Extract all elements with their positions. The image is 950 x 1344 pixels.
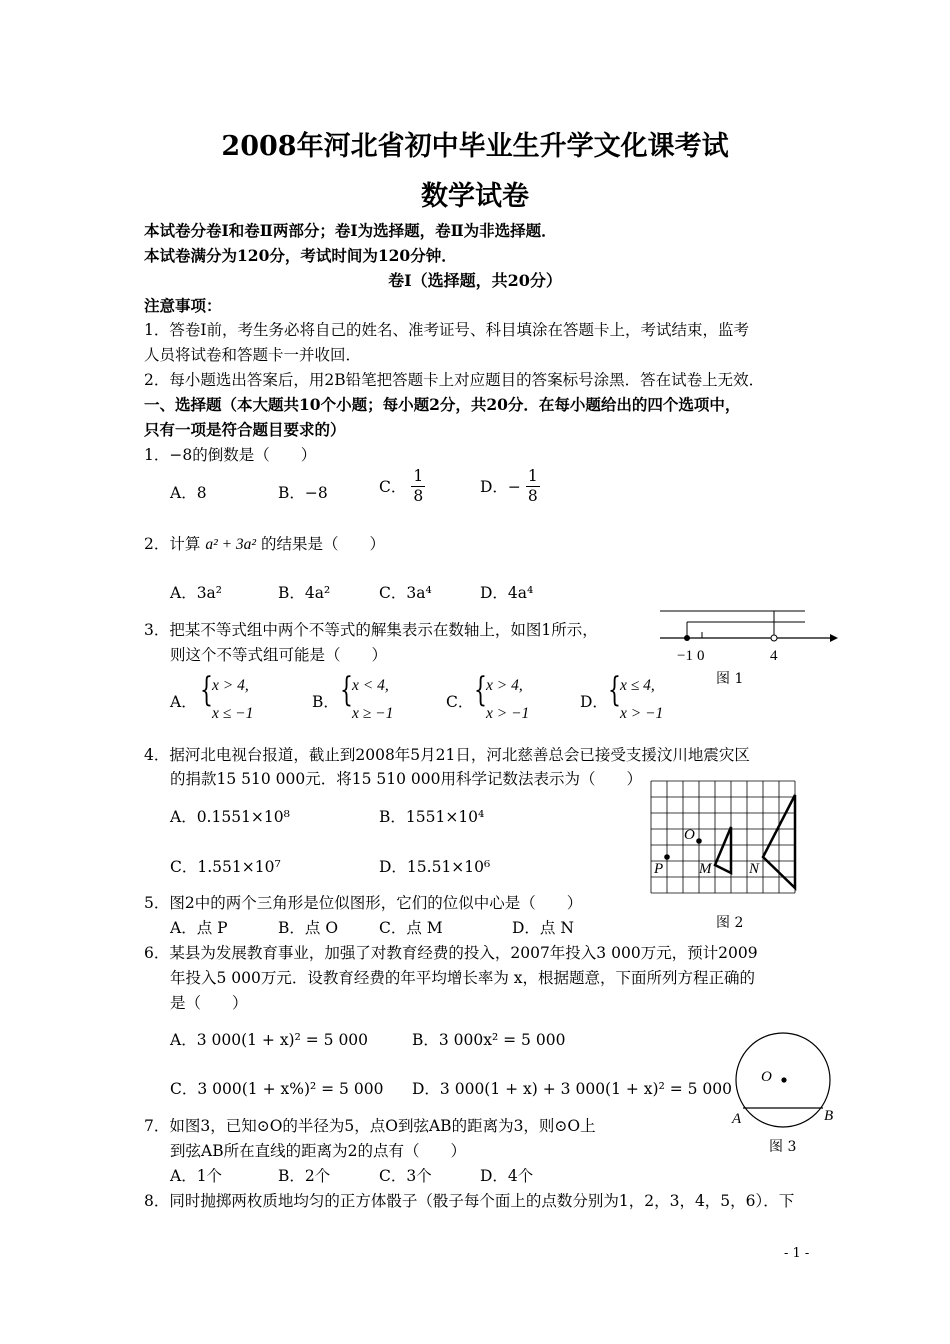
q6-option-a: A．3 000(1 + x)² = 5 000 (170, 1031, 369, 1049)
q4-option-c: C．1.551×10⁷ (170, 858, 281, 876)
tick-label-0: 0 (697, 648, 705, 664)
q2-option-a: A．3a² (170, 584, 223, 602)
figure-1-caption: 图 1 (716, 671, 744, 687)
q3-option-d-label: D． (580, 693, 608, 711)
q6-stem-2: 年投入5 000万元．设教育经费的年平均增长率为 x，根据题意，下面所列方程正确的 (170, 969, 756, 987)
q6-option-d: D．3 000(1 + x) + 3 000(1 + x)² = 5 000 (412, 1080, 733, 1098)
q3-option-a-1: x > 4, (212, 677, 249, 694)
q3-option-b-brace: { (340, 670, 353, 710)
q1-option-d (480, 467, 540, 505)
q6-stem-1: 6．某县为发展教育事业，加强了对教育经费的投入，2007年投入3 000万元，预计2009 (144, 944, 758, 962)
q3-option-a-2: x ≤ −1 (212, 705, 254, 722)
q2-option-d: D．4a⁴ (480, 584, 534, 602)
q2-expression: a² + 3a² (205, 536, 257, 553)
q3-stem-2: 则这个不等式组可能是（ ） (170, 646, 388, 664)
notes-title: 注意事项： (144, 296, 222, 315)
q2-stem-pre: 2．计算 (144, 535, 201, 553)
q3-option-c-2: x > −1 (486, 705, 530, 722)
q2-option-c: C．3a⁴ (379, 584, 432, 602)
note-2: 2．每小题选出答案后，用2B铅笔把答题卡上对应题目的答案标号涂黑．答在试卷上无效． (144, 371, 765, 389)
page-number: - 1 - (784, 1246, 810, 1261)
q1-option-c-label: C． (379, 478, 407, 497)
q4-option-d: D．15.51×10⁶ (379, 858, 491, 876)
q6-option-c: C．3 000(1 + x%)² = 5 000 (170, 1080, 384, 1098)
label-o: O (684, 827, 695, 843)
label-a: A (732, 1111, 742, 1127)
note-1a: 1．答卷Ⅰ前，考生务必将自己的姓名、准考证号、科目填涂在答题卡上，考试结束，监考 (144, 321, 749, 339)
arrow-icon (830, 634, 838, 642)
section-title: 卷Ⅰ（选择题，共20分） (388, 271, 562, 290)
tick-label-minus-1: −1 (677, 648, 693, 664)
q1-d-numerator: 1 (527, 467, 538, 485)
q4-option-a: A．0.1551×10⁸ (170, 808, 290, 826)
q7-stem-2: 到弦AB所在直线的距离为2的点有（ ） (170, 1142, 466, 1160)
q1-option-d-label: D．− (480, 478, 521, 497)
q3-stem-1: 3．把某不等式组中两个不等式的解集表示在数轴上，如图1所示， (144, 621, 598, 639)
label-b: B (824, 1108, 834, 1124)
q4-stem-1: 4．据河北电视台报道，截止到2008年5月21日，河北慈善总会已接受支援汶川地震灾区 (144, 746, 750, 764)
q3-option-d-1: x ≤ 4, (620, 677, 655, 694)
q8-stem: 8．同时抛掷两枚质地均匀的正方体骰子（骰子每个面上的点数分别为1，2，3，4，5，6）．下 (144, 1192, 795, 1210)
figure-2-caption: 图 2 (716, 915, 744, 931)
figure-1-number-line (655, 608, 840, 668)
q5-option-b: B．点 O (278, 919, 339, 937)
q4-stem-2: 的捐款15 510 000元．将15 510 000用科学记数法表示为（ ） (170, 770, 642, 788)
label-m: M (699, 861, 712, 877)
point-p (664, 854, 670, 860)
open-point-marker (771, 635, 777, 641)
q3-option-b-label: B． (312, 693, 339, 711)
q5-option-d: D．点 N (512, 919, 574, 937)
small-triangle (715, 827, 731, 873)
q1-d-denominator: 8 (527, 486, 538, 505)
intro-line-2: 本试卷满分为120分，考试时间为120分钟． (144, 246, 457, 265)
label-p: P (654, 861, 664, 877)
q2-option-b: B．4a² (278, 584, 331, 602)
q6-option-b: B．3 000x² = 5 000 (412, 1031, 566, 1049)
q4-option-b: B．1551×10⁴ (379, 808, 485, 826)
figure-3-circle (728, 1035, 838, 1130)
q2-stem (144, 532, 385, 554)
q2-stem-post: 的结果是（ ） (261, 535, 386, 553)
q1-option-b: B．−8 (278, 484, 328, 502)
exam-subtitle: 数学试卷 (421, 181, 529, 212)
q1-c-denominator: 8 (413, 486, 424, 505)
q3-option-b-1: x < 4, (352, 677, 389, 694)
q7-option-c: C．3个 (379, 1167, 432, 1185)
q3-option-a-brace: { (200, 670, 213, 710)
q3-option-d-brace: { (608, 670, 621, 710)
part-heading-b: 只有一项是符合题目要求的） (144, 420, 346, 439)
q3-option-a-label: A． (170, 693, 197, 711)
q7-option-d: D．4个 (480, 1167, 534, 1185)
exam-title: 2008年河北省初中毕业生升学文化课考试 (221, 131, 729, 162)
figure-2-grid (651, 781, 811, 893)
intro-line-1: 本试卷分卷Ⅰ和卷Ⅱ两部分；卷Ⅰ为选择题，卷Ⅱ为非选择题． (144, 221, 557, 240)
q1-option-c (379, 467, 425, 505)
q1-c-numerator: 1 (413, 467, 424, 485)
q3-option-d-2: x > −1 (620, 705, 664, 722)
label-o: O (761, 1069, 772, 1085)
q1-option-d-fraction (526, 467, 540, 505)
q1-stem: 1．−8的倒数是（ ） (144, 446, 317, 464)
q3-option-b-2: x ≥ −1 (352, 705, 394, 722)
figure-3-caption: 图 3 (769, 1139, 797, 1155)
q1-option-c-fraction (411, 467, 425, 505)
q7-option-a: A．1个 (170, 1167, 223, 1185)
q5-stem: 5．图2中的两个三角形是位似图形，它们的位似中心是（ ） (144, 894, 583, 912)
q3-option-c-brace: { (474, 670, 487, 710)
q3-option-c-label: C． (446, 693, 474, 711)
note-1b: 人员将试卷和答题卡一并收回． (144, 346, 362, 364)
label-n: N (749, 861, 760, 877)
tick-label-4: 4 (770, 648, 778, 664)
part-heading-a: 一、选择题（本大题共10个小题；每小题2分，共20分．在每小题给出的四个选项中， (144, 395, 741, 414)
point-o (696, 838, 702, 844)
q6-stem-3: 是（ ） (170, 994, 248, 1012)
q1-option-a: A．8 (170, 484, 207, 502)
q7-stem-1: 7．如图3，已知⊙O的半径为5，点O到弦AB的距离为3，则⊙O上 (144, 1117, 596, 1135)
q5-option-a: A．点 P (170, 919, 228, 937)
closed-point-marker (684, 635, 690, 641)
center-point (781, 1077, 786, 1082)
q5-option-c: C．点 M (379, 919, 443, 937)
q3-option-c-1: x > 4, (486, 677, 523, 694)
q7-option-b: B．2个 (278, 1167, 331, 1185)
